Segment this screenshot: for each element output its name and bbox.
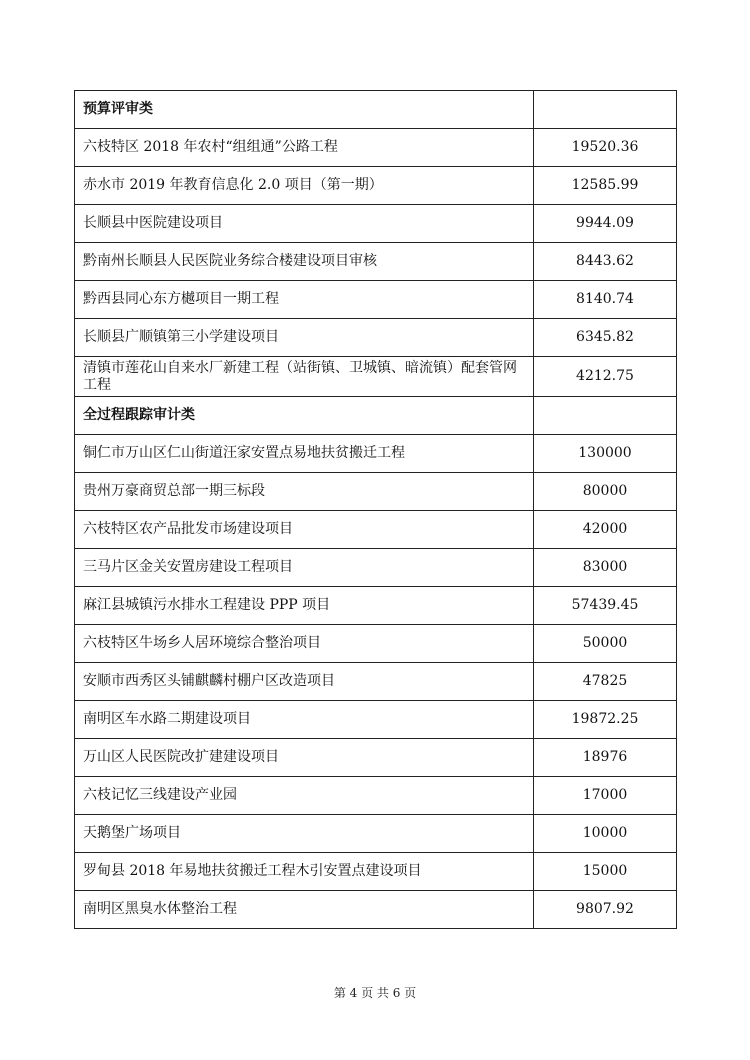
project-amount: 17000 (534, 777, 677, 815)
table-row (75, 853, 677, 891)
table-row (75, 511, 677, 549)
project-amount: 83000 (534, 549, 677, 587)
project-name: 黔西县同心东方樾项目一期工程 (75, 281, 534, 319)
project-name: 南明区车水路二期建设项目 (75, 701, 534, 739)
section-header-row (75, 397, 677, 435)
table-row (75, 701, 677, 739)
table-row (75, 129, 677, 167)
table-row (75, 777, 677, 815)
project-name: 麻江县城镇污水排水工程建设 PPP 项目 (75, 587, 534, 625)
project-amount: 19872.25 (534, 701, 677, 739)
table-row (75, 815, 677, 853)
project-amount: 6345.82 (534, 319, 677, 357)
project-amount: 8140.74 (534, 281, 677, 319)
table-row (75, 587, 677, 625)
project-amount: 18976 (534, 739, 677, 777)
project-name: 罗甸县 2018 年易地扶贫搬迁工程木引安置点建设项目 (75, 853, 534, 891)
project-name: 六枝特区 2018 年农村“组组通”公路工程 (75, 129, 534, 167)
project-name: 六枝特区农产品批发市场建设项目 (75, 511, 534, 549)
table-row (75, 435, 677, 473)
project-amount: 130000 (534, 435, 677, 473)
project-amount: 10000 (534, 815, 677, 853)
page-number-footer: 第 4 页 共 6 页 (333, 986, 417, 1000)
table-row (75, 357, 677, 397)
table-row (75, 319, 677, 357)
project-name: 清镇市莲花山自来水厂新建工程（站街镇、卫城镇、暗流镇）配套管网工程 (75, 357, 534, 397)
project-name: 长顺县广顺镇第三小学建设项目 (75, 319, 534, 357)
project-amount: 8443.62 (534, 243, 677, 281)
project-name: 黔南州长顺县人民医院业务综合楼建设项目审核 (75, 243, 534, 281)
project-amount: 50000 (534, 625, 677, 663)
project-amount: 9944.09 (534, 205, 677, 243)
project-name: 三马片区金关安置房建设工程项目 (75, 549, 534, 587)
project-amount: 42000 (534, 511, 677, 549)
project-name: 安顺市西秀区头铺麒麟村棚户区改造项目 (75, 663, 534, 701)
section-title: 预算评审类 (75, 91, 534, 129)
project-amount: 57439.45 (534, 587, 677, 625)
project-name: 南明区黑臭水体整治工程 (75, 891, 534, 929)
table-row (75, 663, 677, 701)
project-name: 铜仁市万山区仁山街道汪家安置点易地扶贫搬迁工程 (75, 435, 534, 473)
table-row (75, 167, 677, 205)
project-amount: 19520.36 (534, 129, 677, 167)
project-name: 贵州万豪商贸总部一期三标段 (75, 473, 534, 511)
section-header-row (75, 91, 677, 129)
project-amount: 47825 (534, 663, 677, 701)
table-row (75, 739, 677, 777)
table-row (75, 205, 677, 243)
project-amount: 4212.75 (534, 357, 677, 397)
section-amount-empty (534, 91, 677, 129)
project-amount: 12585.99 (534, 167, 677, 205)
table-row (75, 473, 677, 511)
project-amount: 15000 (534, 853, 677, 891)
project-name: 六枝特区牛场乡人居环境综合整治项目 (75, 625, 534, 663)
project-name: 天鹅堡广场项目 (75, 815, 534, 853)
project-amount: 9807.92 (534, 891, 677, 929)
project-name: 六枝记忆三线建设产业园 (75, 777, 534, 815)
section-amount-empty (534, 397, 677, 435)
project-name: 万山区人民医院改扩建建设项目 (75, 739, 534, 777)
table-row (75, 625, 677, 663)
project-amount: 80000 (534, 473, 677, 511)
table-row (75, 281, 677, 319)
table-row (75, 243, 677, 281)
table-row (75, 891, 677, 929)
project-table (74, 90, 677, 929)
project-name: 赤水市 2019 年教育信息化 2.0 项目（第一期） (75, 167, 534, 205)
section-title: 全过程跟踪审计类 (75, 397, 534, 435)
project-name: 长顺县中医院建设项目 (75, 205, 534, 243)
table-row (75, 549, 677, 587)
